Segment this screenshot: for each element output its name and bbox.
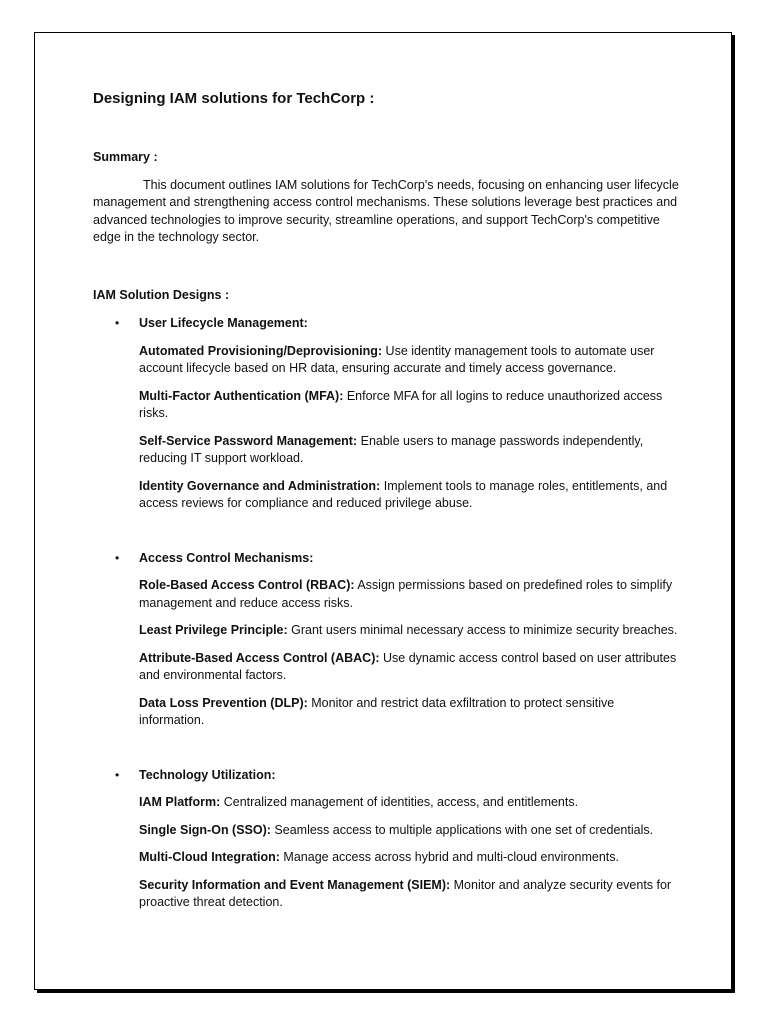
list-item	[139, 622, 681, 640]
design-group-lifecycle	[115, 315, 681, 513]
list-item	[139, 822, 681, 840]
item-term: Role-Based Access Control (RBAC):	[139, 578, 355, 592]
design-group-technology	[115, 767, 681, 912]
item-term: Least Privilege Principle:	[139, 623, 288, 637]
bullet-icon: •	[115, 767, 120, 782]
design-group-list	[93, 315, 681, 912]
item-text: Seamless access to multiple applications with one set of credentials.	[270, 822, 654, 837]
list-item	[139, 388, 681, 423]
item-term: Self-Service Password Management:	[139, 433, 358, 448]
item-term: Identity Governance and Administration:	[139, 478, 381, 493]
item-text: Manage access across hybrid and multi-cloud environments.	[279, 850, 620, 864]
item-text: Grant users minimal necessary access to minimize security breaches.	[287, 623, 678, 637]
design-group-access-control	[115, 550, 681, 730]
document-title: Designing IAM solutions for TechCorp :	[93, 90, 375, 107]
group-item-list	[139, 577, 681, 730]
item-text: Centralized management of identities, access, and entitlements.	[220, 795, 579, 809]
list-item	[139, 849, 681, 867]
bullet-icon: •	[115, 316, 120, 330]
list-item	[139, 433, 681, 468]
item-text: Implement tools to manage roles, entitlements, and access reviews for compliance and reduced privilege abuse.	[139, 478, 668, 510]
list-item	[139, 695, 681, 730]
item-term: Single Sign-On (SSO):	[139, 822, 271, 837]
item-term: Multi-Factor Authentication (MFA):	[139, 388, 344, 403]
item-term: IAM Platform:	[139, 795, 221, 809]
summary-heading: Summary :	[93, 150, 158, 164]
group-item-list	[139, 343, 681, 513]
item-term: Attribute-Based Access Control (ABAC):	[139, 650, 380, 665]
item-term: Automated Provisioning/Deprovisioning:	[139, 343, 383, 358]
item-text: Use dynamic access control based on user attributes and environmental factors.	[139, 650, 677, 682]
list-item	[139, 478, 681, 513]
list-item	[139, 650, 681, 685]
item-text: Enforce MFA for all logins to reduce unauthorized access risks.	[139, 388, 663, 420]
list-item	[139, 877, 681, 912]
list-item	[139, 794, 681, 812]
list-item	[139, 577, 681, 612]
list-item	[139, 343, 681, 378]
item-term: Multi-Cloud Integration:	[139, 850, 280, 864]
group-title: Access Control Mechanisms:	[139, 550, 314, 565]
item-text: Enable users to manage passwords independently, reducing IT support workload.	[139, 433, 644, 465]
bullet-icon: •	[115, 550, 120, 565]
document-page	[34, 32, 732, 990]
item-term: Data Loss Prevention (DLP):	[139, 695, 308, 710]
item-text: Monitor and analyze security events for proactive threat detection.	[139, 877, 672, 909]
item-text: Assign permissions based on predefined roles to simplify management and reduce access risks.	[139, 578, 673, 610]
group-title: User Lifecycle Management:	[139, 316, 308, 330]
summary-paragraph: This document outlines IAM solutions for TechCorp's needs, focusing on enhancing user lifecycle management and strengthening access control mechanisms. These solutions leverage best practices and advanced technologies to improve security, streamline operations, and support TechCorp's competitive edge in the technology sector.	[93, 177, 679, 244]
group-title: Technology Utilization:	[139, 767, 276, 782]
item-text: Use identity management tools to automate user account lifecycle based on HR data, ensuring accurate and timely access governance.	[139, 343, 655, 375]
item-text: Monitor and restrict data exfiltration to protect sensitive information.	[139, 695, 615, 727]
designs-heading: IAM Solution Designs :	[93, 287, 230, 302]
group-item-list	[139, 794, 681, 912]
document-content	[93, 89, 681, 912]
item-term: Security Information and Event Management (SIEM):	[139, 877, 451, 892]
